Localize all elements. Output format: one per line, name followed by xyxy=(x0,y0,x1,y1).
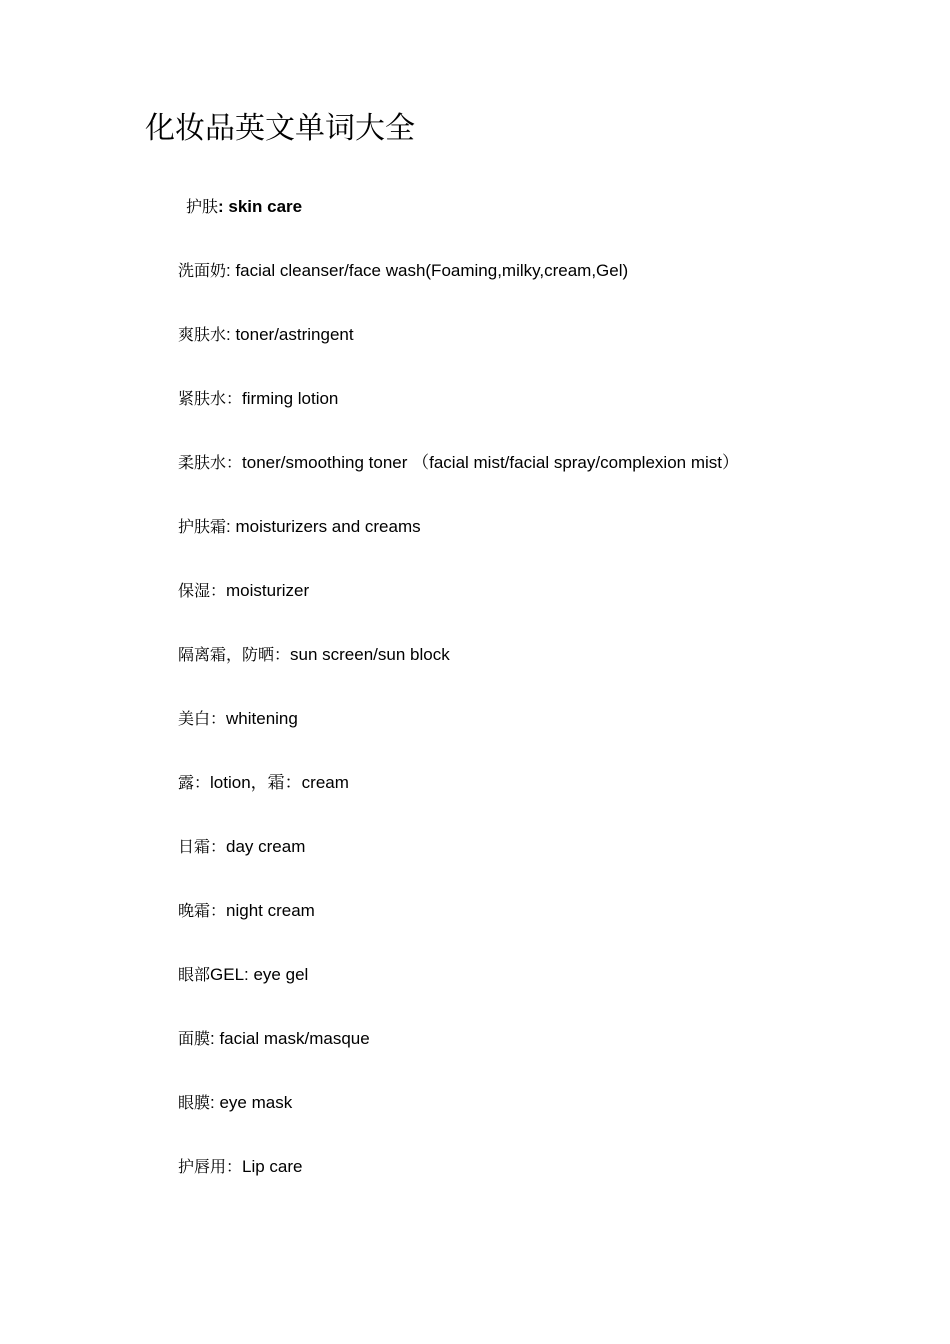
term-en: : toner/astringent xyxy=(226,325,354,344)
term-zh: 护唇用： xyxy=(178,1157,243,1176)
vocab-entry xyxy=(178,387,338,411)
term-en: moisturizer xyxy=(226,581,310,600)
term-zh: 紧肤水： xyxy=(178,389,243,408)
term-en: night cream xyxy=(226,901,315,920)
term-zh: 晚霜： xyxy=(178,901,227,920)
document-title: 化妆品英文单词大全 xyxy=(145,111,415,146)
vocab-entry xyxy=(178,323,354,347)
term-en: lotion，霜：cream xyxy=(210,773,349,792)
vocab-entry xyxy=(178,771,349,795)
term-zh: 隔离霜，防晒： xyxy=(178,645,291,664)
vocab-entry xyxy=(178,259,628,283)
term-en: : eye mask xyxy=(210,1093,293,1112)
term-zh: 爽肤水 xyxy=(178,325,227,344)
term-zh: 眼部 xyxy=(178,965,211,984)
term-zh: 洗面奶 xyxy=(178,261,227,280)
section-heading-skin-care xyxy=(186,195,302,219)
term-en: sun screen/sun block xyxy=(290,645,450,664)
term-en: Lip care xyxy=(242,1157,303,1176)
term-en: : facial mask/masque xyxy=(210,1029,370,1048)
term-zh: 露： xyxy=(178,773,211,792)
vocab-entry xyxy=(178,515,421,539)
term-en: whitening xyxy=(226,709,298,728)
vocab-entry xyxy=(178,899,315,923)
term-zh: 护肤霜 xyxy=(178,517,227,536)
vocab-entry xyxy=(178,1091,292,1115)
vocab-entry xyxy=(178,579,309,603)
vocab-entry xyxy=(178,1155,303,1179)
term-en: GEL: eye gel xyxy=(210,965,309,984)
term-zh: 柔肤水： xyxy=(178,453,243,472)
vocab-entry xyxy=(178,643,450,667)
term-en: day cream xyxy=(226,837,306,856)
vocab-entry xyxy=(178,963,308,987)
term-en: firming lotion xyxy=(242,389,339,408)
term-zh: 日霜： xyxy=(178,837,227,856)
section-label-zh: 护肤 xyxy=(186,197,219,216)
term-zh: 面膜 xyxy=(178,1029,211,1048)
vocab-entry xyxy=(178,451,739,475)
vocab-entry xyxy=(178,707,298,731)
term-zh: 眼膜 xyxy=(178,1093,211,1112)
vocab-entry xyxy=(178,1027,370,1051)
term-en: : facial cleanser/face wash(Foaming,milky,cream,Gel) xyxy=(226,261,629,280)
term-zh: 保湿： xyxy=(178,581,227,600)
vocab-entry xyxy=(178,835,305,859)
term-en: toner/smoothing toner （facial mist/facial spray/complexion mist） xyxy=(242,453,739,472)
term-en: : moisturizers and creams xyxy=(226,517,421,536)
section-label-en: : skin care xyxy=(218,197,303,216)
term-zh: 美白： xyxy=(178,709,227,728)
